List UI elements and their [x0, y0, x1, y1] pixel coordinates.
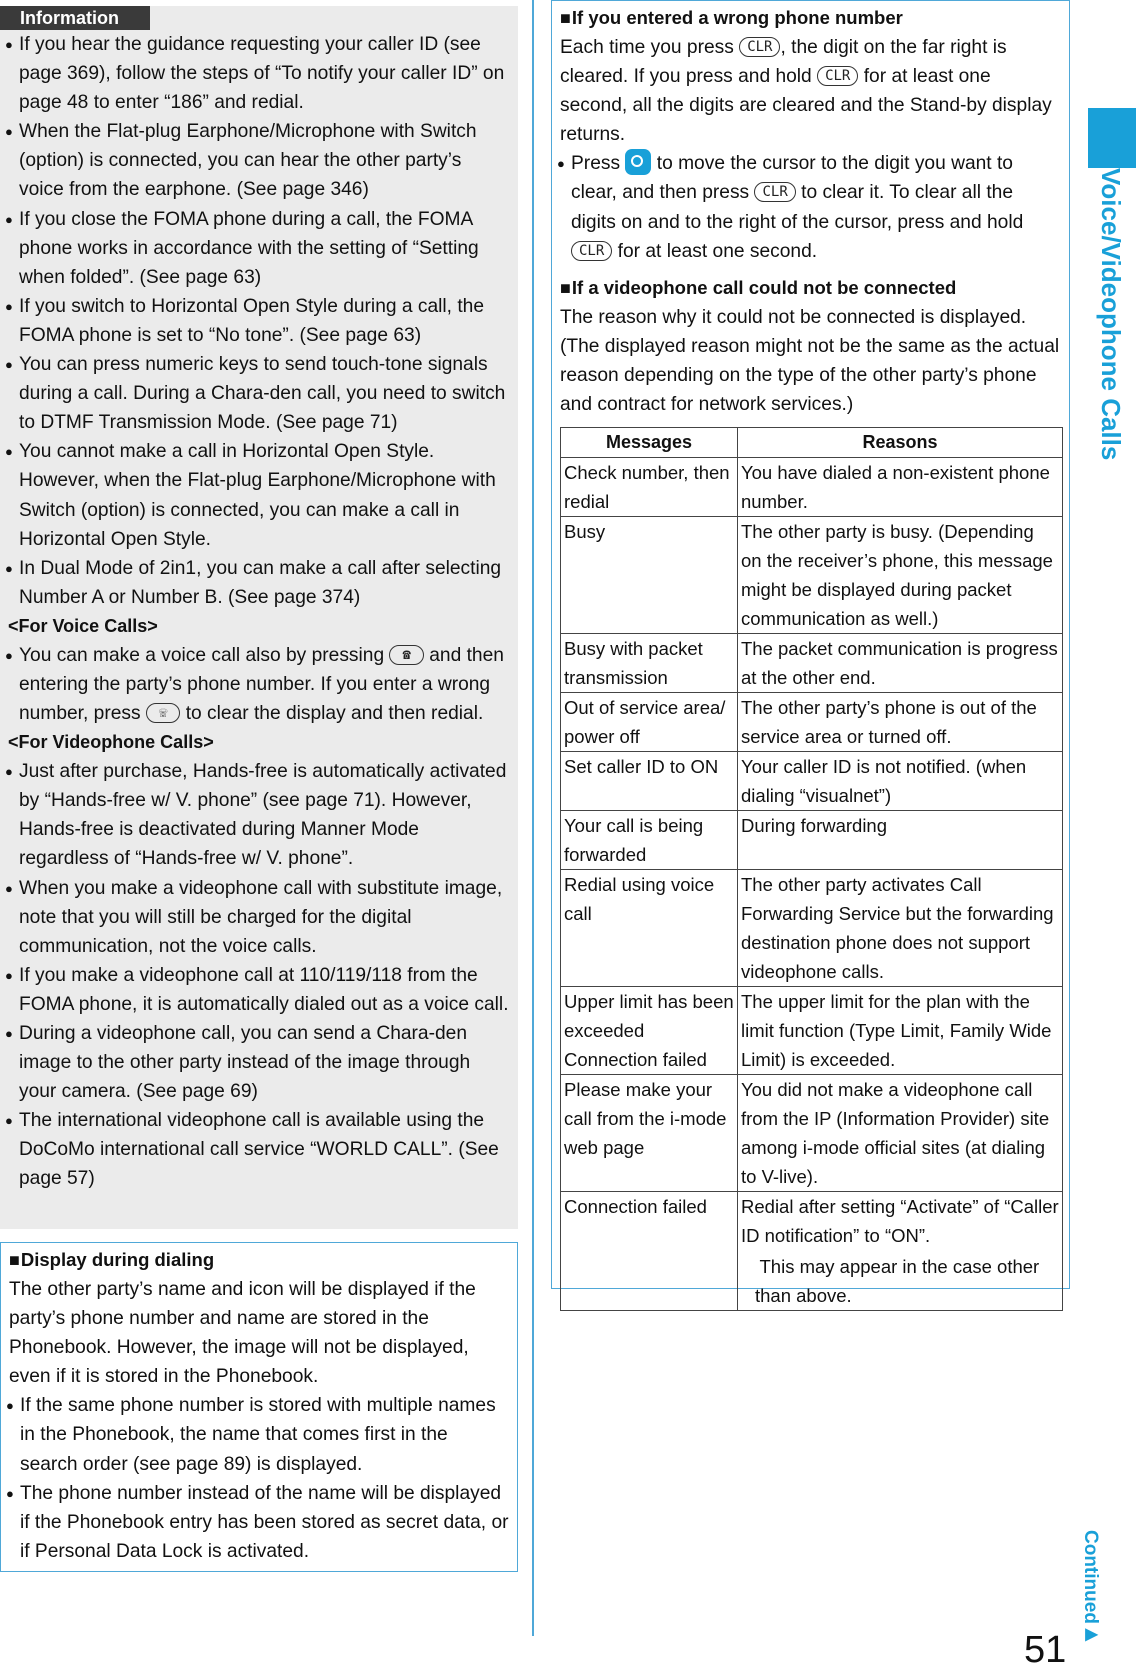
display-dialing-bullet: ● The phone number instead of the name will be displayed if the Phonebook entry has been stored as secret data, or if Personal Data Lock is activated. [9, 1479, 509, 1566]
message-cell [561, 517, 738, 634]
table-row [561, 987, 1063, 1075]
message-text: Out of service area/ power off [564, 697, 726, 748]
reason-cell [738, 693, 1063, 752]
clr-key-icon: CLR [571, 241, 612, 261]
reason-text: You did not make a videophone call from the IP (Information Provider) site among i-mode official sites (at dialing to V-live). [741, 1079, 1050, 1188]
videophone-bullet: ● During a videophone call, you can send a Chara-den image to the other party instead of the image through your camera. (See page 69) [8, 1019, 510, 1106]
message-text: Set caller ID to ON [564, 756, 719, 778]
wn-bullet-text-c: to clear it. To clear all the digits on and to the right of the cursor, press and hold [571, 182, 1024, 233]
clr-key-icon: CLR [754, 182, 795, 202]
messages-column-header: Messages [561, 428, 738, 458]
message-cell [561, 1192, 738, 1311]
reason-cell [738, 1075, 1063, 1192]
continued-text: Continued [1080, 1530, 1101, 1624]
info-bullet: ● If you switch to Horizontal Open Style during a call, the FOMA phone is set to “No tone”. (See page 63) [8, 292, 510, 350]
table-row [561, 693, 1063, 752]
reason-text: The other party is busy. (Depending on the receiver’s phone, this message might be displayed during packet communication as well.) [741, 521, 1053, 630]
table-row [561, 458, 1063, 517]
wn-text-b: , the digit on the far right is cleared. If you press and hold [560, 37, 1007, 88]
column-divider [532, 0, 534, 1636]
reason-cell [738, 987, 1063, 1075]
message-cell [561, 458, 738, 517]
message-cell [561, 693, 738, 752]
information-tab: Information [0, 6, 150, 30]
message-text: Your call is being forwarded [564, 815, 704, 866]
reason-text: The packet communication is progress at the other end. [741, 638, 1058, 689]
table-row [561, 634, 1063, 693]
reason-cell [738, 1192, 1063, 1311]
reasons-column-header: Reasons [738, 428, 1063, 458]
reason-cell [738, 752, 1063, 811]
info-bullet: ● When the Flat-plug Earphone/Microphone with Switch (option) is connected, you can hear the other party’s voice from the earphone. (See page 346) [8, 117, 510, 204]
arrow-right-icon: ▶ [1082, 1623, 1099, 1643]
info-bullet: ● You can press numeric keys to send touch-tone signals during a call. During a Chara-den call, you need to switch to DTMF Transmission Mode. (See page 71) [8, 350, 510, 437]
info-bullet: ● If you hear the guidance requesting your caller ID (see page 369), follow the steps of “To notify your caller ID” on page 48 to enter “186” and redial. [8, 30, 510, 117]
not-connected-heading: ■ If a videophone call could not be connected [560, 273, 1061, 303]
videophone-bullet: ● The international videophone call is available using the DoCoMo international call service “WORLD CALL”. (See page 57) [8, 1106, 510, 1193]
display-dialing-box [0, 1242, 518, 1572]
clr-key-icon: CLR [739, 37, 780, 57]
message-text: Busy with packet transmission [564, 638, 703, 689]
message-text: Busy [564, 521, 606, 543]
reason-text: The other party’s phone is out of the service area or turned off. [741, 697, 1037, 748]
reasons-table-body [561, 458, 1063, 1311]
reason-cell [738, 458, 1063, 517]
display-dialing-list [9, 1391, 509, 1566]
voice-bullet-text-a: You can make a voice call also by pressing [19, 644, 385, 666]
display-dialing-heading: ■ Display during dialing [9, 1245, 509, 1275]
reason-cell [738, 517, 1063, 634]
reason-text: Redial after setting “Activate” of “Caller ID notification” to “ON”. [741, 1196, 1059, 1247]
information-box [0, 6, 518, 1229]
message-text: Redial using voice call [564, 874, 715, 925]
reason-text: Your caller ID is not notified. (when dialing “visualnet”) [741, 756, 1027, 807]
message-cell [561, 870, 738, 987]
voice-calls-bullet [8, 641, 510, 728]
videophone-bullet: ● Just after purchase, Hands-free is automatically activated by “Hands-free w/ V. phone” (see page 71). However, Hands-free is deactivated during Manner Mode regardless of “Hands-free w/ V. phone”. [8, 757, 510, 873]
wrong-number-paragraph [560, 33, 1061, 149]
message-text: Check number, then redial [564, 462, 730, 513]
table-row [561, 1075, 1063, 1192]
wrong-number-heading: ■ If you entered a wrong phone number [560, 3, 1061, 33]
reason-text: The other party activates Call Forwarding Service but the forwarding destination phone does not support videophone calls. [741, 874, 1054, 983]
table-header-row [561, 428, 1063, 458]
reason-text: During forwarding [741, 815, 888, 837]
wrong-number-bullet [560, 149, 1061, 265]
right-info-box [551, 0, 1070, 1307]
display-dialing-bullet: ● If the same phone number is stored with multiple names in the Phonebook, the name that comes first in the search order (see page 89) is displayed. [9, 1391, 509, 1478]
reasons-table [560, 427, 1063, 1311]
videophone-bullet: ● When you make a videophone call with substitute image, note that you will still be charged for the digital communication, not the voice calls. [8, 874, 510, 961]
wn-text-a: Each time you press [560, 37, 734, 58]
table-row [561, 870, 1063, 987]
not-connected-body: The reason why it could not be connected is displayed. (The displayed reason might not be the same as the actual reason depending on the type of the other party’s phone and contract for network services.) [560, 306, 1060, 416]
reason-text: The upper limit for the plan with the limit function (Type Limit, Family Wide Limit) is exceeded. [741, 991, 1052, 1071]
message-cell [561, 1075, 738, 1192]
message-cell [561, 634, 738, 693]
wn-bullet-text-d: for at least one second. [617, 240, 818, 262]
section-title: Voice/Videophone Calls [1096, 168, 1126, 461]
info-bullet: ● If you close the FOMA phone during a call, the FOMA phone works in accordance with the setting of “Setting when folded”. (See page 63) [8, 205, 510, 292]
page-number: 51 [1024, 1629, 1067, 1671]
videophone-bullet: ● If you make a videophone call at 110/119/118 from the FOMA phone, it is automatically dialed out as a voice call. [8, 961, 510, 1019]
videophone-calls-heading: <For Videophone Calls> [8, 732, 214, 753]
voice-calls-heading: <For Voice Calls> [8, 615, 158, 636]
navigation-key-icon [625, 149, 651, 175]
reason-cell [738, 811, 1063, 870]
table-note: This may appear in the case other than above. [741, 1256, 1040, 1307]
info-bullet: ● In Dual Mode of 2in1, you can make a call after selecting Number A or Number B. (See page 374) [8, 554, 510, 612]
wn-bullet-text-a: Press [571, 153, 621, 175]
table-row [561, 1192, 1063, 1311]
message-cell [561, 752, 738, 811]
message-cell [561, 987, 738, 1075]
section-tab-marker [1088, 108, 1136, 168]
reason-text: You have dialed a non-existent phone number. [741, 462, 1050, 513]
info-bullet: ● You cannot make a call in Horizontal Open Style. However, when the Flat-plug Earphone/Microphone with Switch (option) is connected, you can make a call in Horizontal Open Style. [8, 437, 510, 553]
send-key-icon: ☎ [389, 645, 423, 665]
information-list [8, 30, 510, 612]
message-text: Please make your call from the i-mode web page [564, 1079, 727, 1159]
wn-text-c: for at least one second, all the digits are cleared and the Stand-by display returns. [560, 66, 1052, 146]
end-key-icon: ☏ [146, 703, 180, 723]
message-text: Connection failed [564, 1196, 707, 1218]
reason-cell [738, 634, 1063, 693]
continued-label [1078, 1530, 1102, 1643]
message-cell [561, 811, 738, 870]
voice-bullet-text-c: to clear the display and then redial. [185, 703, 484, 725]
table-row [561, 811, 1063, 870]
wn-bullet-text-b: to move the cursor to the digit you want to clear, and then press [571, 153, 1013, 204]
table-row [561, 517, 1063, 634]
table-row [561, 752, 1063, 811]
display-dialing-body: The other party’s name and icon will be displayed if the party’s phone number and name are stored in the Phonebook. However, the image will not be displayed, even if it is stored in the Phonebook. [9, 1279, 476, 1388]
message-text: Upper limit has been exceeded Connection failed [564, 991, 734, 1071]
reason-cell [738, 870, 1063, 987]
clr-key-icon: CLR [817, 66, 858, 86]
voice-bullet-text-b: and then entering the party’s phone number. If you enter a wrong number, press [19, 644, 504, 725]
videophone-list [8, 757, 510, 1193]
